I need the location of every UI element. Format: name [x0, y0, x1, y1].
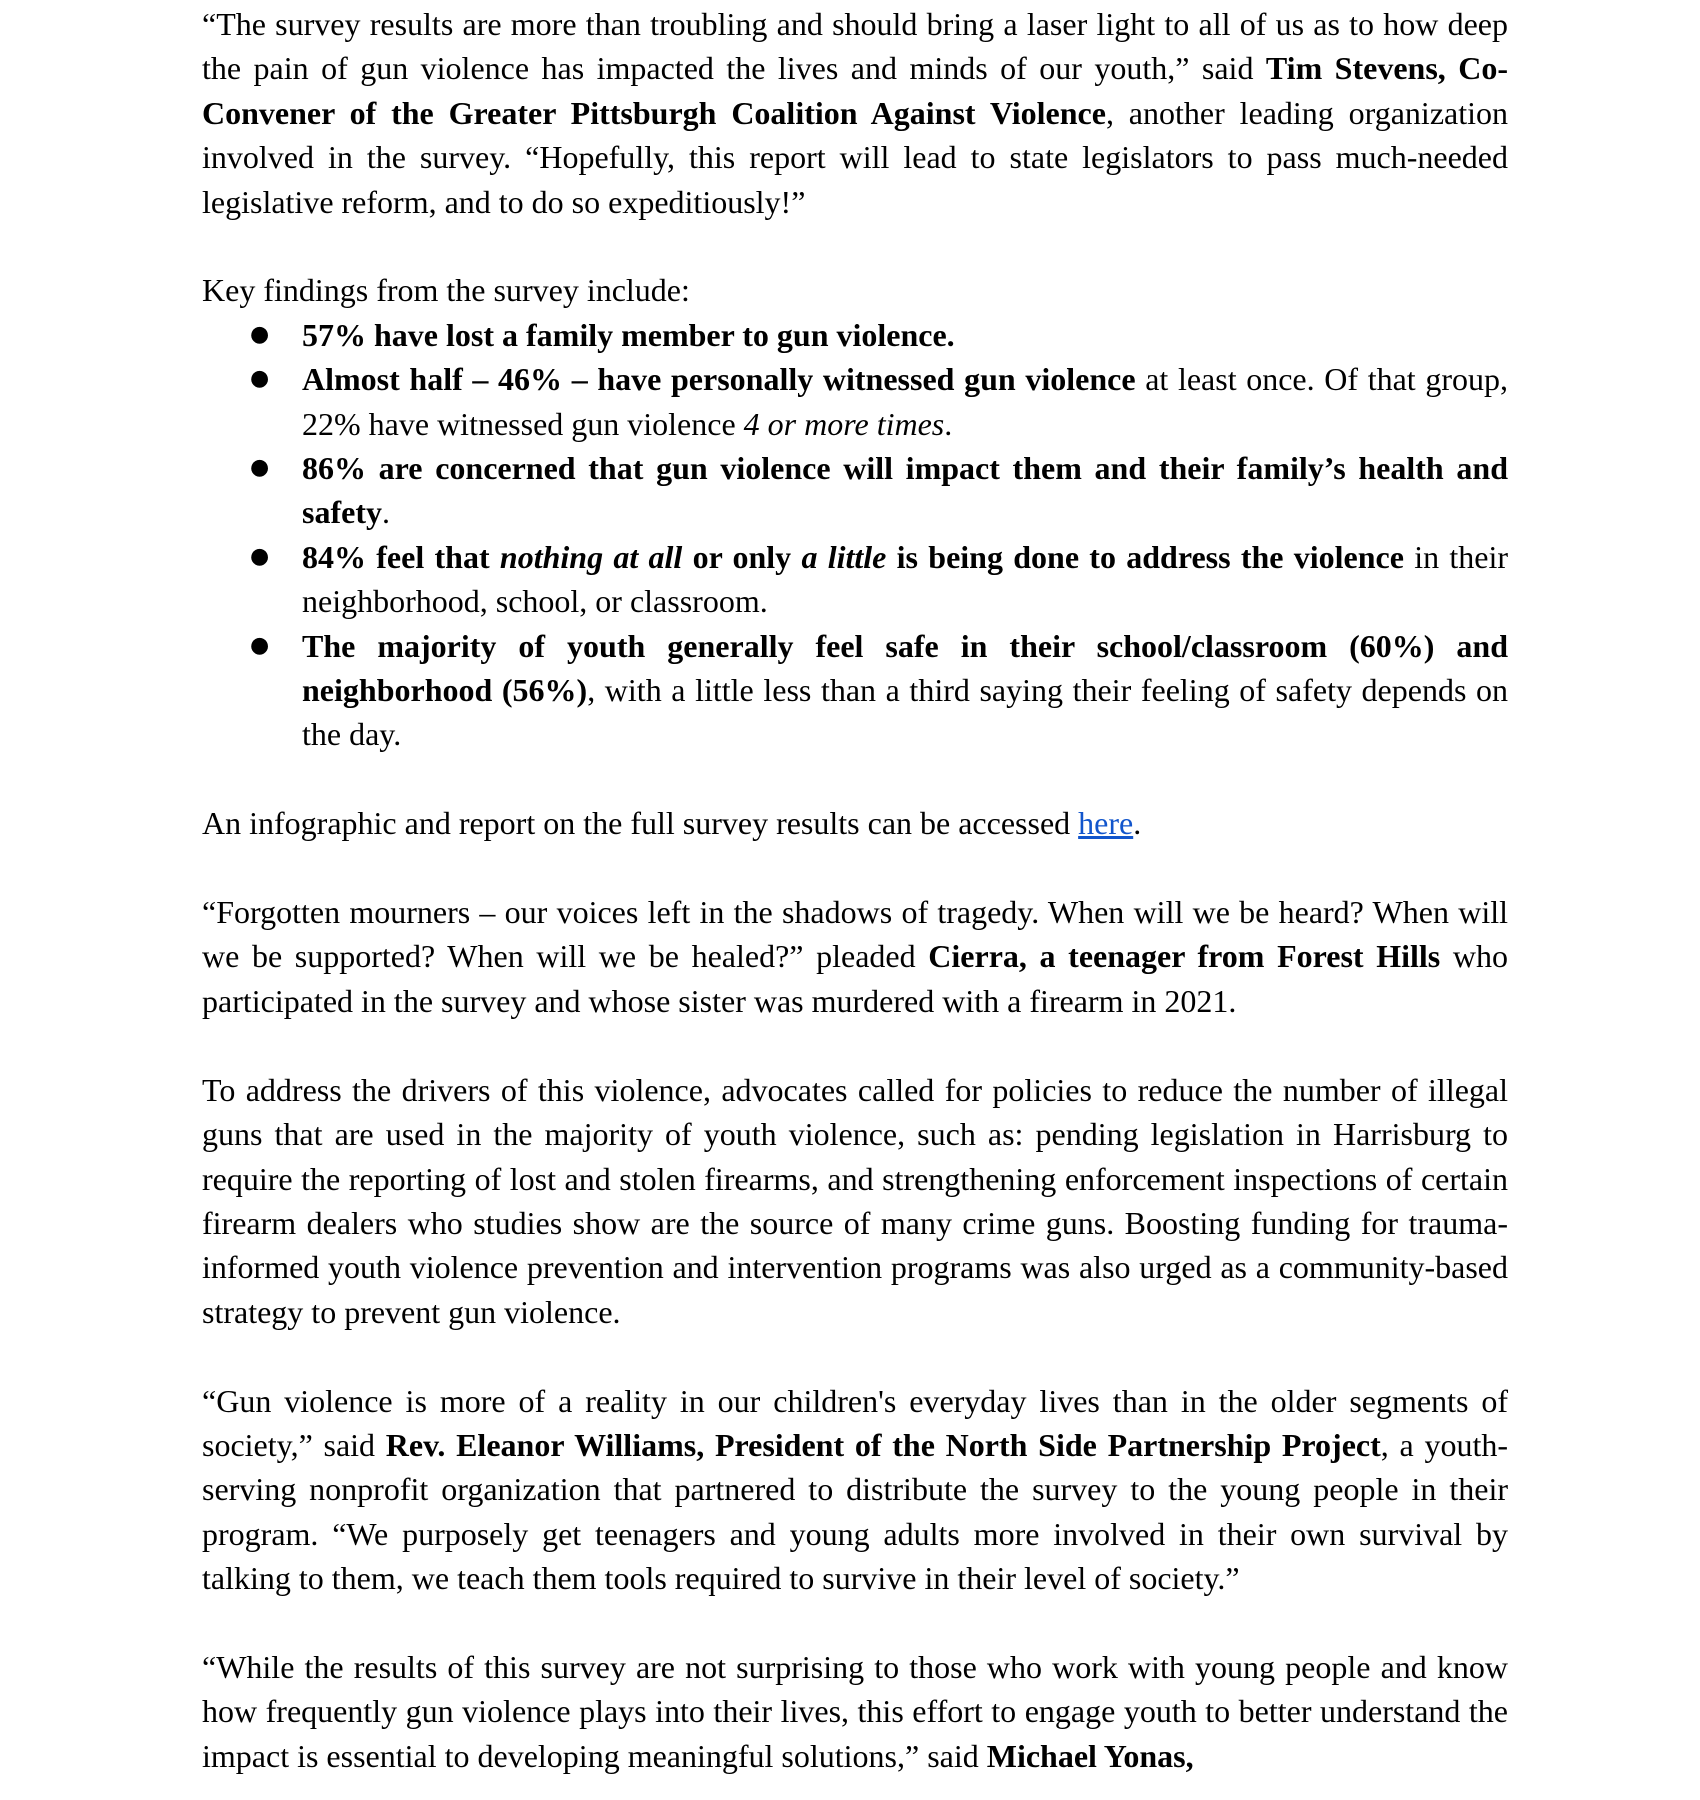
- paragraph-cierra-quote: [202, 890, 1508, 1023]
- finding-bold-text: The majority of youth generally feel safe in their school/classroom (60%) and neighborhood (56%): [302, 627, 1508, 709]
- speaker-name: Rev. Eleanor Williams, President of the North Side Partnership Project: [385, 1426, 1381, 1463]
- finding-bold-text: is being done to address the violence: [886, 538, 1404, 575]
- quote-text: , another leading organization involved in the survey. “Hopefully, this report will lead to state legislators to pass much-needed legislative reform, and to do so expeditiously!”: [202, 94, 1509, 220]
- paragraph-policies: To address the drivers of this violence, advocates called for policies to reduce the number of illegal guns that are used in the majority of youth violence, such as: pending legislation in Harrisburg to require the reporting of lost and stolen firearms, and strengthening enforcement inspections of certain firearm dealers who studies show are the source of many crime guns. Boosting funding for trauma-informed youth violence prevention and intervention programs was also urged as a community-based strategy to prevent gun violence.: [202, 1071, 1508, 1330]
- speaker-name: Tim Stevens, Co-Convener of the Greater Pittsburgh Coalition Against Violence: [202, 50, 1509, 131]
- list-item: [202, 446, 1508, 535]
- list-item: [202, 535, 1508, 624]
- quote-text: “Gun violence is more of a reality in our children's everyday lives than in the older segments of society,” said: [202, 1382, 1508, 1463]
- paragraph-williams-quote: [202, 1379, 1508, 1601]
- paragraph-text: .: [1133, 805, 1142, 842]
- list-item: [202, 357, 1508, 446]
- bullet-icon: ●: [250, 455, 270, 481]
- quote-text: , a youth-serving nonprofit organization that partnered to distribute the survey to the young people in their program. “We purposely get teenagers and young adults more involved in their own survival by talking to them, we teach them tools required to survive in their level of society.”: [202, 1426, 1509, 1597]
- speaker-name: Cierra, a teenager from Forest Hills: [928, 938, 1441, 975]
- speaker-name: Michael Yonas,: [986, 1737, 1194, 1774]
- finding-bold-text: 84% feel that: [302, 538, 500, 575]
- list-item: [202, 624, 1508, 757]
- finding-bold-text: Almost half – 46% – have personally witnessed gun violence: [302, 361, 1136, 398]
- bullet-icon: ●: [250, 632, 270, 658]
- paragraph-yonas-quote: [202, 1645, 1508, 1778]
- finding-text: .: [944, 405, 953, 442]
- finding-bold-italic-text: nothing at all: [499, 538, 683, 575]
- paragraph-infographic: [202, 801, 1508, 845]
- finding-bold-italic-text: a little: [801, 538, 887, 575]
- paragraph-text: An infographic and report on the full survey results can be accessed: [202, 805, 1079, 842]
- findings-intro: Key findings from the survey include:: [202, 272, 690, 309]
- bullet-icon: ●: [250, 543, 270, 569]
- finding-bold-text: 86% are concerned that gun violence will impact them and their family’s health and safety: [302, 450, 1508, 531]
- list-item: [202, 313, 1508, 357]
- report-link[interactable]: here: [1078, 805, 1134, 842]
- document-page: [202, 0, 1508, 1778]
- quote-text: “The survey results are more than troubling and should bring a laser light to all of us as to how deep the pain of gun violence has impacted the lives and minds of our youth,” said: [202, 6, 1508, 87]
- finding-italic-text: 4 or more times: [743, 405, 945, 442]
- finding-bold-text: or only: [682, 538, 802, 575]
- finding-text: , with a little less than a third saying their feeling of safety depends on the day.: [302, 672, 1509, 753]
- bullet-icon: ●: [250, 321, 270, 347]
- finding-text: at least once. Of that group, 22% have witnessed gun violence: [302, 361, 1509, 442]
- findings-list: [202, 313, 1508, 757]
- paragraph-stevens-quote: [202, 2, 1508, 224]
- bullet-icon: ●: [250, 366, 270, 392]
- quote-text: “While the results of this survey are not surprising to those who work with young people and know how frequently gun violence plays into their lives, this effort to engage youth to better understand the impact is essential to developing meaningful solutions,” said: [202, 1648, 1508, 1774]
- finding-text: in their neighborhood, school, or classroom.: [302, 538, 1509, 620]
- quote-text: “Forgotten mourners – our voices left in the shadows of tragedy. When will we be heard? When will we be supported? When will we be healed?” pleaded: [202, 894, 1508, 975]
- finding-text: .: [381, 494, 390, 531]
- finding-bold-text: 57% have lost a family member to gun violence.: [302, 316, 955, 353]
- quote-text: who participated in the survey and whose sister was murdered with a firearm in 2021.: [202, 938, 1509, 1019]
